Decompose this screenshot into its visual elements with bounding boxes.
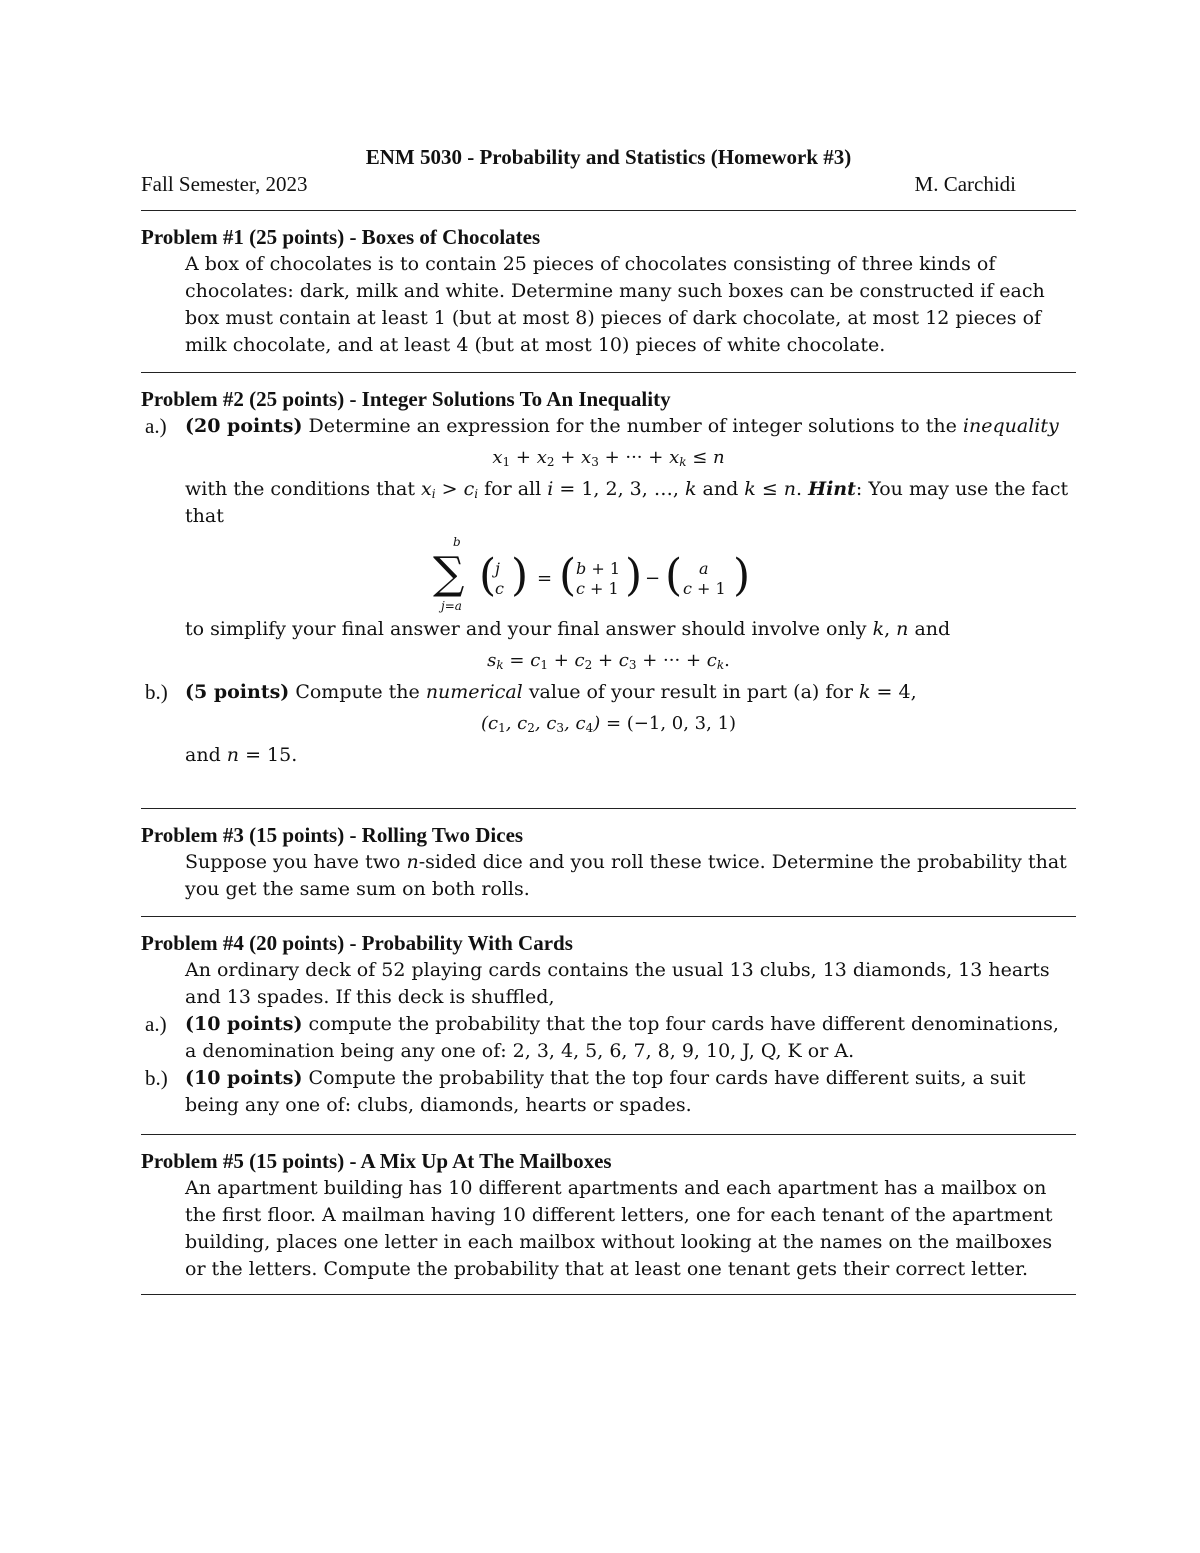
hint-text: : You may use the fact that <box>185 478 1069 527</box>
problem-5 <box>141 1148 1076 1283</box>
svg-text:j=a: j=a <box>440 599 462 613</box>
svg-text:): ) <box>624 550 642 601</box>
semester: Fall Semester, 2023 <box>141 172 308 196</box>
svg-text:(: ( <box>478 550 496 601</box>
part-b-text: Compute the probability that the top four cards have different suits, a suit being any one of: clubs, diamonds, hearts or spades. <box>185 1067 1026 1116</box>
simplify-and: and <box>914 618 951 640</box>
svg-text:=: = <box>536 568 552 589</box>
problem-3-text-1: Suppose you have two <box>185 851 401 873</box>
document-header <box>141 144 1076 198</box>
document-title: ENM 5030 - Probability and Statistics (Homework #3) <box>365 145 852 169</box>
problem-2-part-b: b.) (5 points) Compute the numerical value of your result in part (a) for k = 4, <box>145 680 917 704</box>
part-label: b.) <box>145 1066 168 1090</box>
part-b-text-2: value of your result in part (a) for <box>528 681 853 703</box>
svg-text:−: − <box>644 568 660 589</box>
divider <box>141 372 1076 373</box>
problem-1-text: A box of chocolates is to contain 25 pieces of chocolates consisting of three kinds of chocolates: dark, milk and white. Determine many such boxes can be constructed if each box must contain at least 1 (but at most 8) pieces of dark chocolate, at most 12 pieces of milk chocolate, and at least 4 (but at most 10) pieces of white chocolate. <box>185 253 1045 356</box>
part-label: a.) <box>145 414 167 438</box>
svg-text:): ) <box>732 550 750 601</box>
part-label: b.) <box>145 680 168 704</box>
part-points: (10 points) <box>185 1013 303 1035</box>
inequality-equation: $x_1 + x_2 + x_3$ + ··· + $x_k \le n$ <box>492 447 725 469</box>
svg-text:b + 1: b + 1 <box>575 559 620 578</box>
part-points: (5 points) <box>185 681 290 703</box>
simplify-text: to simplify your final answer and your final answer should involve only k, n and <box>185 618 951 640</box>
header-subline <box>141 171 1076 198</box>
conditions-for-all: for all <box>484 478 542 500</box>
c-values-equation: ($c_1$, $c_2$, $c_3$, $c_4) = (-1$, 0, 3, 1) <box>480 713 737 735</box>
hint-label: Hint <box>808 478 856 500</box>
part-label: a.) <box>145 1012 167 1036</box>
author: M. Carchidi <box>914 172 1016 196</box>
conditions-and: and <box>702 478 739 500</box>
problem-3-heading: Problem #3 (15 points) - Rolling Two Dices <box>141 823 524 847</box>
part-points: (10 points) <box>185 1067 303 1089</box>
svg-text:j: j <box>494 559 500 578</box>
problem-2-part-a <box>141 413 1076 440</box>
svg-text:(: ( <box>558 550 576 601</box>
problem-1 <box>141 224 1076 359</box>
problem-5-heading: Problem #5 (15 points) - A Mix Up At The Mailboxes <box>141 1149 612 1173</box>
problem-4-part-b <box>141 1065 1076 1119</box>
divider <box>141 916 1076 917</box>
n-value-text: and n = 15. <box>185 744 298 766</box>
part-points: (20 points) <box>185 415 303 437</box>
divider <box>141 210 1076 211</box>
problem-4 <box>141 930 1076 1119</box>
problem-2 <box>141 386 1076 769</box>
problem-4-part-a <box>141 1011 1076 1065</box>
problem-4-intro: An ordinary deck of 52 playing cards contains the usual 13 clubs, 13 diamonds, 13 hearts and 13 spades. If this deck is shuffled, <box>185 959 1050 1008</box>
part-b-emphasis: numerical <box>425 681 523 703</box>
sk-equation: $s_k = c_1 + c_2 + c_3$ + ··· + $c_k$. <box>487 650 730 672</box>
part-a-emphasis: inequality <box>962 415 1059 437</box>
problem-5-text: An apartment building has 10 different apartments and each apartment has a mailbox on the first floor. A mailman having 10 different letters, one for each tenant of the apartment building, places one letter in each mailbox without looking at the names on the mailboxes or the letters. Compute the probability that at least one tenant gets their correct letter. <box>185 1177 1053 1280</box>
problem-3-text: Suppose you have two n-sided dice and you roll these twice. Determine the probability that you get the same sum on both rolls. <box>185 851 1067 900</box>
divider <box>141 1294 1076 1295</box>
svg-text:c: c <box>494 579 504 598</box>
svg-text:(: ( <box>664 550 682 601</box>
part-a-text: Determine an expression for the number of integer solutions to the <box>308 415 957 437</box>
problem-2-heading: Problem #2 (25 points) - Integer Solutions To An Inequality <box>141 387 671 411</box>
divider <box>141 1134 1076 1135</box>
problem-3-text-2: -sided dice and you roll these twice. Determine the probability that you get the same sum on both rolls. <box>185 851 1067 900</box>
part-b-text-1: Compute the <box>295 681 420 703</box>
conditions-text: with the conditions that $x_i > c_i$ for all i = 1, 2, 3, …, k and k ≤ n. Hint: You may use the fact that <box>185 478 1069 527</box>
conditions-lead: with the conditions that <box>185 478 415 500</box>
n-value-and: and <box>185 744 221 766</box>
svg-text:a: a <box>698 559 709 578</box>
summation-identity <box>141 530 1076 616</box>
svg-text:b: b <box>452 535 461 549</box>
svg-text:∑: ∑ <box>432 548 464 599</box>
problem-3 <box>141 822 1076 903</box>
divider <box>141 808 1076 809</box>
svg-text:): ) <box>510 550 528 601</box>
summation-formula-svg <box>429 530 789 616</box>
problem-4-heading: Problem #4 (20 points) - Probability With Cards <box>141 931 573 955</box>
simplify-lead: to simplify your final answer and your final answer should involve only <box>185 618 867 640</box>
svg-text:c + 1: c + 1 <box>682 579 726 598</box>
part-a-text: compute the probability that the top four cards have different denominations, a denomination being any one of: 2, 3, 4, 5, 6, 7, 8, 9, 10, J, Q, K or A. <box>185 1013 1059 1062</box>
svg-text:c + 1: c + 1 <box>575 579 619 598</box>
problem-1-heading: Problem #1 (25 points) - Boxes of Chocolates <box>141 225 541 249</box>
